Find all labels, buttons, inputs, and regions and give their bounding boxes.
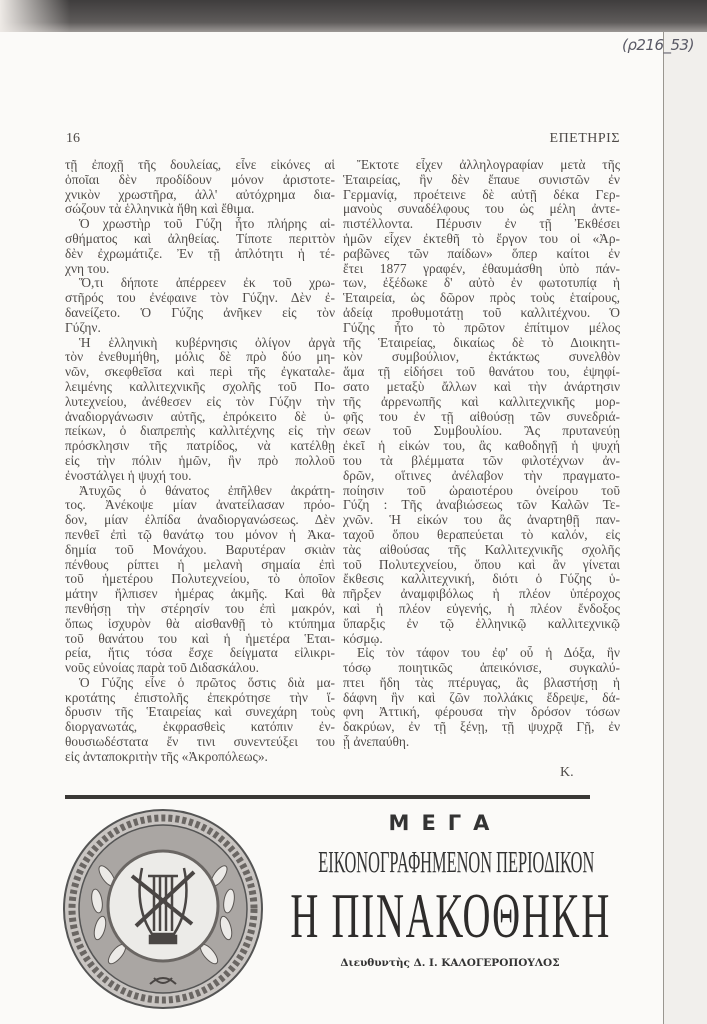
text-line: ταχοῦ ὅπου θεραπεύεται τὸ καλόν, εἰς [343, 527, 620, 542]
text-line: του τὰ βλέμματα τῶν φιλοτέχνων ἀν- [343, 453, 620, 468]
text-line: τοῦ θανάτου του καὶ ἡ ἡμετέρα Ἑται- [65, 631, 335, 646]
text-line: δρυσιν τῆς Ἑταιρείας καὶ συνεχάρη τοὺς [65, 705, 335, 720]
text-line: χνῶν. Ἡ εἰκών του ἂς ἀναρτηθῇ παν- [343, 513, 620, 528]
text-line: τῆς ἀρρενωπῆς καὶ καλλιτεχνικῆς μορ- [343, 394, 620, 409]
text-line: δρῶν, οἵτινες ἀνέλαβον τὴν πραγματο- [343, 468, 620, 483]
text-line: στῆρός του ἐνέφαινε τὸν Γύζην. Δὲν ἐ- [65, 291, 335, 306]
text-line: Ὁ χρωστὴρ τοῦ Γύζη ἦτο πλήρης αἰ- [79, 217, 335, 232]
text-line: δάφνη ἣν καὶ ζῶν πολλάκις ἔδρεψε, δά- [343, 690, 620, 705]
text-line: Ἑταιρεία, ὡς δῶρον πρὸς τοὺς ἑταίρους, [343, 291, 620, 306]
text-line: ἀδείᾳ προθυμοτάτῃ τοῦ καλλιτέχνου. Ὁ [343, 305, 620, 320]
text-line: Εἰς τὸν τάφον του ἐφ' οὗ ἡ Δόξα, ἣν [357, 646, 620, 661]
text-line: θουσιωδέστατα ἔν τινι συνεντεύξει του [65, 735, 335, 750]
scan-edge-right [663, 32, 707, 1024]
text-line: ἐνοστάλγει ἡ ψυχή του. [65, 468, 192, 483]
text-line: χνικὸν χρωστῆρα, ἀλλ' αὐτόχρημα δια- [65, 187, 335, 202]
text-line: ὅπως ἰσχυρὸν θὰ αἰσθανθῇ τὸ κτύπημα [65, 616, 335, 631]
handwritten-note: (ρ216_53) [622, 36, 694, 54]
paragraph [65, 484, 335, 676]
text-line: πρόσκλησιν τῆς πατρίδος, νὰ κατέλθῃ [65, 439, 335, 454]
text-line: δημία τοῦ Μονάχου. Βαρυτέραν σκιὰν [65, 542, 335, 557]
text-line: τὸν ἐνεθυμήθη, μόλις δὲ πρὸ δύο μη- [65, 350, 335, 365]
text-line: νοῦς εὐνοίας παρὰ τοῦ Διδασκάλου. [65, 661, 260, 676]
text-line: τόσῳ ποιητικῶς ἀπεικόνισε, συγκαλύ- [343, 661, 620, 676]
text-line: λειμένης καλλιτεχνικῆς σχολῆς τοῦ Πο- [65, 379, 335, 394]
text-line: Γύζη : Τῆς ἀναβιώσεως τῶν Καλῶν Τε- [343, 498, 620, 513]
ad-title: Η ΠΙΝΑΚΟΘΗΚΗ [290, 880, 612, 952]
text-line: διοργανωτάς, ἐκφρασθεὶς κατόπιν ἐν- [65, 720, 335, 735]
ad-director: Διευθυντὴς Δ. Ι. ΚΑΛΟΓΕΡΟΠΟΥΛΟΣ [340, 957, 560, 969]
lyre-medallion-emblem [62, 806, 264, 1012]
text-line: πιστέλλοντα. Πέρυσιν ἐν τῇ Ἐκθέσει [343, 217, 620, 232]
text-line: εἰς τὴν πόλιν ἡμῶν, ἣν πρὸ πολλοῦ [65, 453, 335, 468]
scan-edge-top [0, 0, 707, 32]
text-line: δὲν ἐχρωμάτιζε. Ἐν τῇ ἁπλότητι ἡ τέ- [65, 246, 335, 261]
text-line: Ἀτυχῶς ὁ θάνατος ἐπῆλθεν ἀκράτη- [79, 483, 335, 498]
text-line: καὶ ἡ πλέον εὐγενής, ἡ πλέον ἔνδοξος [343, 601, 620, 616]
text-line: δακρύων, ἐν τῇ ξένῃ, τῇ ψυχρᾷ Γῇ, ἐν [343, 720, 620, 735]
text-line: φνη Ἀττική, φέρουσα τὴν δρόσον τόσων [343, 705, 620, 720]
paragraph [65, 217, 335, 276]
divider-rule [65, 795, 590, 799]
text-line: κόσμῳ. [343, 631, 383, 646]
text-line: πενθεῖ ἐπὶ τῷ θανάτῳ του μόνον ἡ Ἀκα- [65, 527, 335, 542]
paragraph [65, 676, 335, 765]
text-line: πένθους ρίπτει ἡ μελανὴ σημαία ἐπὶ [65, 557, 335, 572]
text-line: σώζουν τὰ ἑλληνικὰ ἤθη καὶ ἔθιμα. [65, 202, 255, 217]
running-head: ΕΠΕΤΗΡΙΣ [549, 131, 620, 146]
text-line: μάτην ἤλπισεν ἡμέρας ἀκμῆς. Καὶ θὰ [65, 587, 335, 602]
text-line: Ἡ ἑλληνικὴ κυβέρνησις ὀλίγον ἀργὰ [79, 335, 335, 350]
text-column-right [343, 158, 620, 750]
text-line: Ὅ,τι δήποτε ἀπέρρεεν ἐκ τοῦ χρω- [79, 276, 335, 291]
paragraph [343, 158, 620, 646]
text-line: ἀναδιοργάνωσιν αὐτῆς, ἐπρόκειτο δὲ ὑ- [65, 409, 335, 424]
text-line: ἔτει 1877 γραφέν, ἐθαυμάσθη ὑπὸ πάν- [343, 261, 620, 276]
text-line: Γύζης ἦτο τὸ πρῶτον ἐπίτιμον μέλος [343, 320, 620, 335]
text-line: Ἑταιρείας, ἣν δὲν ἔπαυε συνιστῶν ἐν [343, 172, 620, 187]
text-line: φῆς του ἐν τῇ αἰθούσῃ τῶν συνεδριά- [343, 409, 620, 424]
text-line: ᾗ ἀνεπαύθη. [343, 735, 410, 750]
text-line: ὕπαρξις ἐν τῷ ἑλληνικῷ καλλιτεχνικῷ [343, 616, 620, 631]
text-line: δανείζετο. Ὁ Γύζης ἀνῆκεν εἰς τὸν [65, 305, 335, 320]
text-line: μανοὺς συναδέλφους του ὡς μέλη ἀντε- [343, 202, 620, 217]
text-line: ὁποῖαι δὲν προδίδουν μόνον ἀριστοτε- [65, 172, 335, 187]
text-line: ἅμα τῇ εἰδήσει τοῦ θανάτου του, ἐψηφί- [343, 365, 620, 380]
text-line: ραβῶνες τῶν παίδων» ὅπερ καίτοι ἐν [343, 246, 620, 261]
text-line: Ὁ Γύζης εἶνε ὁ πρῶτος ὅστις διὰ μα- [79, 675, 335, 690]
ad-headline-mega: ΜΕΓΑ [388, 811, 502, 835]
text-line: Ἔκτοτε εἶχεν ἀλληλογραφίαν μετὰ τῆς [357, 158, 620, 172]
text-line: εἰς ἀνταποκριτὴν τῆς «Ἀκροπόλεως». [65, 749, 268, 764]
text-line: λυτεχνείου, ἀνέθεσεν εἰς τὸν Γύζην τὴν [65, 394, 335, 409]
text-line: δον, μίαν ἐλπίδα ἀναδιοργανώσεως. Δὲν [65, 513, 335, 528]
text-line: νῶν, σκεφθεῖσα καὶ περὶ τῆς ἐγκαταλε- [65, 365, 335, 380]
text-line: σθήματος καὶ ἀληθείας. Τίποτε περιττὸν [65, 231, 335, 246]
paragraph [343, 646, 620, 750]
text-line: τος. Ἀνέκοψε μίαν ἀνατείλασαν πρόο- [65, 498, 335, 513]
text-line: Γερμανίᾳ, προέτεινε δὲ αὐτῇ δέκα Γερ- [343, 187, 620, 202]
text-line: κὸν συμβούλιον, ἐκτάκτως συνελθὸν [343, 350, 620, 365]
ad-subtitle: ΕΙΚΟΝΟΓΡΑΦΗΜΕΝΟΝ ΠΕΡΙΟΔΙΚΟΝ [318, 844, 595, 880]
text-column-left [65, 158, 335, 765]
text-line: ἔκθεσις καλλιτεχνική, διότι ὁ Γύζης ὑ- [343, 572, 620, 587]
text-line: Γύζην. [65, 320, 101, 335]
text-line: τοῦ Πολυτεχνείου, ὅπου καὶ ἂν γίνεται [343, 557, 620, 572]
text-line: σατο μεταξὺ ἄλλων καὶ τὴν ἀνάρτησιν [343, 379, 620, 394]
text-line: ρεία, ἥτις τόσα ἔσχε δείγματα εἰλικρι- [65, 646, 335, 661]
text-line: πείκων, ὁ διαπρεπὴς καλλιτέχνης εἰς τὴν [65, 424, 335, 439]
signature: Κ. [560, 765, 574, 780]
paragraph [65, 276, 335, 335]
text-line: χνη του. [65, 261, 110, 276]
paragraph [65, 158, 335, 217]
text-line: ποίησιν τοῦ ὡραιοτέρου ὀνείρου τοῦ [343, 483, 620, 498]
text-line: ἐκεῖ ἡ εἰκών του, ἂς καθοδηγῇ ἡ ψυχή [343, 439, 620, 454]
text-line: τὰς αἰθούσας τῆς Καλλιτεχνικῆς σχολῆς [343, 542, 620, 557]
page-number: 16 [66, 131, 80, 146]
text-line: τῆς Ἑταιρείας, δικαίως δὲ τὸ Διοικητι- [343, 335, 620, 350]
text-line: κροτάτης ἐπιστολῆς ἐπεκρότησε τὴν ἵ- [65, 690, 335, 705]
text-line: τοῦ ἡμετέρου Πολυτεχνείου, τὸ ὁποῖον [65, 572, 335, 587]
text-line: πτει ἤδη τὰς πτέρυγας, ἂς βλαστήσῃ ἡ [343, 675, 620, 690]
text-line: πενθήσῃ τὴν στέρησίν του ἐπὶ μακρόν, [65, 601, 335, 616]
text-line: ἡμῶν εἶχεν ἐκτεθῆ τὸ ἔργον του οἱ «Ἀρ- [343, 231, 620, 246]
paragraph [65, 336, 335, 484]
text-line: πῆρξεν ἀναμφιβόλως ἡ πλέον ὑπέροχος [343, 587, 620, 602]
text-line: των, ἐξέδωκε δ' αὐτὸ ἐν φωτοτυπίᾳ ἡ [343, 276, 620, 291]
text-line: τῇ ἐποχῇ τῆς δουλείας, εἶνε εἰκόνες αἱ [65, 158, 335, 172]
text-line: σεων τοῦ Συμβουλίου. Ἂς πρυτανεύῃ [343, 424, 620, 439]
